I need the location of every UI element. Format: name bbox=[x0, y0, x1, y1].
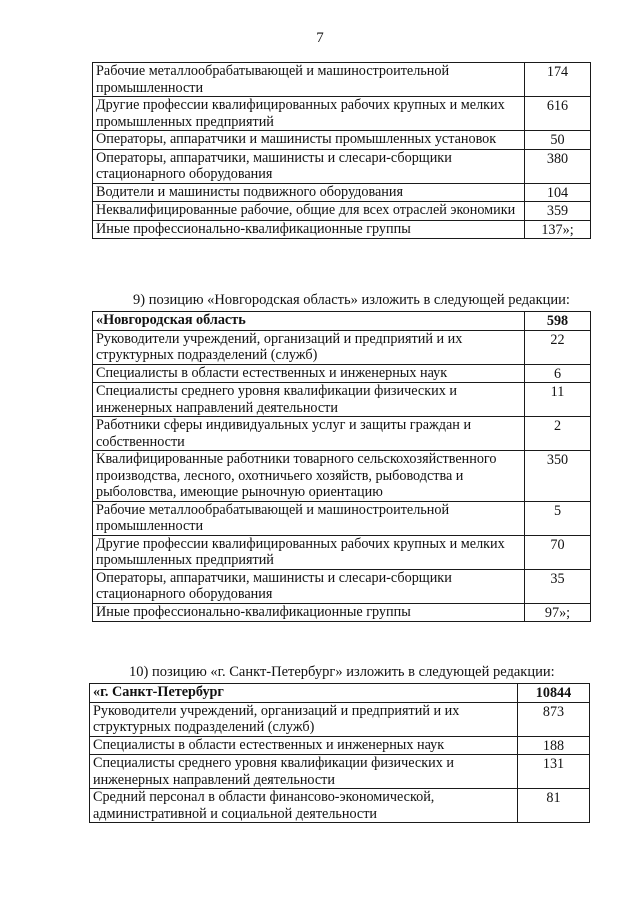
row-label: Водители и машинисты подвижного оборудования bbox=[93, 183, 525, 202]
table-row bbox=[93, 417, 591, 451]
table-row bbox=[93, 451, 591, 502]
table-row bbox=[93, 330, 591, 364]
row-value: 350 bbox=[525, 451, 591, 502]
table-row bbox=[93, 131, 591, 150]
section-9-intro: 9) позицию «Новгородская область» изложить в следующей редакции: bbox=[133, 292, 570, 308]
novgorod-table bbox=[92, 311, 591, 622]
row-label: Средний персонал в области финансово-экономической, административной и социальной деятельности bbox=[90, 789, 518, 823]
table-row bbox=[93, 383, 591, 417]
saint-petersburg-table bbox=[89, 683, 590, 823]
table-header-row bbox=[93, 312, 591, 331]
row-label: Руководители учреждений, организаций и предприятий и их структурных подразделений (служб) bbox=[90, 702, 518, 736]
row-value: 359 bbox=[525, 202, 591, 221]
row-label: Работники сферы индивидуальных услуг и защиты граждан и собственности bbox=[93, 417, 525, 451]
row-label: Специалисты среднего уровня квалификации физических и инженерных направлений деятельности bbox=[90, 755, 518, 789]
table-row bbox=[93, 63, 591, 97]
row-value: 2 bbox=[525, 417, 591, 451]
table-row bbox=[93, 202, 591, 221]
row-value: 131 bbox=[518, 755, 590, 789]
row-label: Специалисты в области естественных и инженерных наук bbox=[90, 736, 518, 755]
row-label: Операторы, аппаратчики, машинисты и слесари-сборщики стационарного оборудования bbox=[93, 569, 525, 603]
table-row bbox=[93, 149, 591, 183]
row-value: 188 bbox=[518, 736, 590, 755]
row-value: 104 bbox=[525, 183, 591, 202]
table-row bbox=[93, 364, 591, 383]
table-row bbox=[93, 535, 591, 569]
section-10-intro: 10) позицию «г. Санкт-Петербург» изложить в следующей редакции: bbox=[129, 664, 555, 680]
row-label: Специалисты среднего уровня квалификации физических и инженерных направлений деятельности bbox=[93, 383, 525, 417]
row-label: Специалисты в области естественных и инженерных наук bbox=[93, 364, 525, 383]
table-row bbox=[90, 702, 590, 736]
row-value: 380 bbox=[525, 149, 591, 183]
table-row bbox=[93, 603, 591, 622]
occupation-table-continued bbox=[92, 62, 591, 239]
row-label: Неквалифицированные рабочие, общие для всех отраслей экономики bbox=[93, 202, 525, 221]
region-total: 598 bbox=[525, 312, 591, 331]
region-total: 10844 bbox=[518, 684, 590, 703]
row-label: Иные профессионально-квалификационные группы bbox=[93, 220, 525, 239]
row-label: Операторы, аппаратчики, машинисты и слесари-сборщики стационарного оборудования bbox=[93, 149, 525, 183]
region-name: «г. Санкт-Петербург bbox=[90, 684, 518, 703]
row-value: 81 bbox=[518, 789, 590, 823]
row-label: Другие профессии квалифицированных рабочих крупных и мелких промышленных предприятий bbox=[93, 535, 525, 569]
row-label: Операторы, аппаратчики и машинисты промышленных установок bbox=[93, 131, 525, 150]
table-row bbox=[90, 789, 590, 823]
row-value: 11 bbox=[525, 383, 591, 417]
row-value: 873 bbox=[518, 702, 590, 736]
row-value: 5 bbox=[525, 501, 591, 535]
table-row bbox=[93, 569, 591, 603]
row-label: Квалифицированные работники товарного сельскохозяйственного производства, лесного, охотничьего хозяйств, рыбоводства и рыболовства, имеющие рыночную ориентацию bbox=[93, 451, 525, 502]
row-label: Иные профессионально-квалификационные группы bbox=[93, 603, 525, 622]
table-header-row bbox=[90, 684, 590, 703]
table-row bbox=[93, 183, 591, 202]
table-row bbox=[93, 501, 591, 535]
table-row bbox=[90, 736, 590, 755]
row-value: 137»; bbox=[525, 220, 591, 239]
region-name: «Новгородская область bbox=[93, 312, 525, 331]
row-label: Рабочие металлообрабатывающей и машиностроительной промышленности bbox=[93, 501, 525, 535]
row-value: 616 bbox=[525, 97, 591, 131]
row-value: 22 bbox=[525, 330, 591, 364]
row-label: Руководители учреждений, организаций и предприятий и их структурных подразделений (служб) bbox=[93, 330, 525, 364]
row-value: 97»; bbox=[525, 603, 591, 622]
row-value: 6 bbox=[525, 364, 591, 383]
row-value: 174 bbox=[525, 63, 591, 97]
table-row bbox=[93, 220, 591, 239]
row-label: Рабочие металлообрабатывающей и машиностроительной промышленности bbox=[93, 63, 525, 97]
table-row bbox=[93, 97, 591, 131]
table-row bbox=[90, 755, 590, 789]
row-label: Другие профессии квалифицированных рабочих крупных и мелких промышленных предприятий bbox=[93, 97, 525, 131]
row-value: 35 bbox=[525, 569, 591, 603]
page-number: 7 bbox=[316, 30, 324, 46]
row-value: 70 bbox=[525, 535, 591, 569]
row-value: 50 bbox=[525, 131, 591, 150]
